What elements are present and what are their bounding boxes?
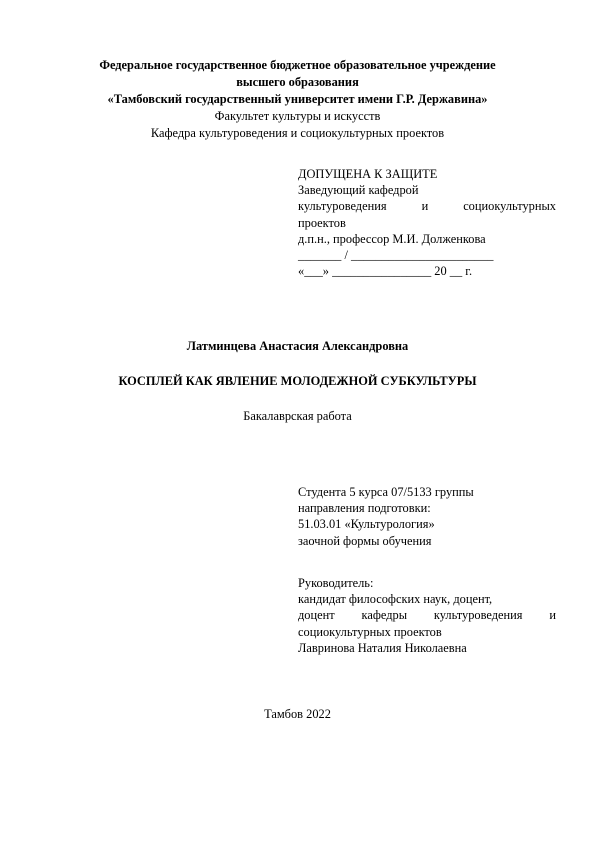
department-name: Кафедра культуроведения и социокультурных проектов [150, 126, 445, 140]
supervisor-position-word: и [549, 608, 556, 623]
supervisor-position-word: кафедры [361, 608, 408, 623]
university-name: «Тамбовский государственный университет имени Г.Р. Державина» [107, 92, 488, 106]
approval-dept-word: культуроведения [298, 199, 387, 214]
approval-person: д.п.н., профессор М.И. Долженкова [298, 231, 486, 246]
supervisor-degree: кандидат философских наук, доцент, [298, 592, 493, 607]
faculty-name: Факультет культуры и искусств [214, 109, 381, 123]
supervisor-position-word: доцент [298, 608, 335, 623]
thesis-title: КОСПЛЕЙ КАК ЯВЛЕНИЕ МОЛОДЕЖНОЙ СУБКУЛЬТУРЫ [118, 374, 477, 388]
approval-block [298, 166, 556, 279]
supervisor-position [298, 607, 556, 623]
approval-department [298, 198, 556, 214]
date-line: «___» ________________ 20 __ г. [298, 264, 473, 279]
supervisor-position-word: культуроведения [433, 608, 523, 623]
approval-role: Заведующий кафедрой [298, 183, 419, 198]
approval-title: ДОПУЩЕНА К ЗАЩИТЕ [298, 167, 438, 181]
student-line: направления подготовки: [298, 501, 431, 516]
supervisor-block [298, 575, 556, 656]
supervisor-label: Руководитель: [298, 576, 374, 590]
work-type: Бакалаврская работа [243, 409, 352, 423]
institution-line-2: высшего образования [236, 75, 359, 89]
approval-dept-word: и [421, 199, 429, 214]
approval-dept-word: социокультурных [463, 199, 556, 214]
approval-department-cont: проектов [298, 215, 346, 230]
student-line: заочной формы обучения [298, 533, 432, 548]
student-line: 51.03.01 «Культурология» [298, 517, 435, 532]
author-name: Латминцева Анастасия Александровна [186, 339, 409, 353]
supervisor-name: Лавринова Наталия Николаевна [298, 640, 467, 655]
student-line: Студента 5 курса 07/5133 группы [298, 485, 474, 499]
signature-line: _______ / _______________________ [298, 247, 494, 262]
city-year: Тамбов 2022 [264, 707, 331, 721]
student-block [298, 484, 556, 549]
supervisor-department: социокультурных проектов [298, 624, 442, 639]
institution-line-1: Федеральное государственное бюджетное образовательное учреждение [99, 58, 496, 72]
